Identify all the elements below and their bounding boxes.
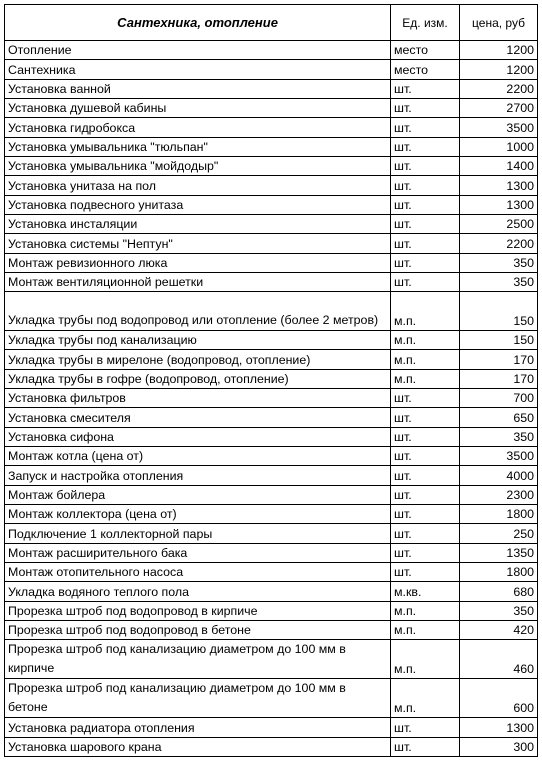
unit-cell: м.п. <box>391 621 460 640</box>
unit-cell: шт. <box>391 195 460 214</box>
unit-cell: шт. <box>391 273 460 292</box>
unit-cell: м.п. <box>391 292 460 331</box>
price-cell: 3500 <box>460 447 538 466</box>
unit-cell: м.п. <box>391 350 460 369</box>
table-row <box>5 563 538 582</box>
price-cell: 2200 <box>460 234 538 253</box>
price-cell: 150 <box>460 292 538 331</box>
table-row <box>5 195 538 214</box>
service-name-cell: Установка умывальника "мойдодыр" <box>5 157 391 176</box>
table-row <box>5 640 538 679</box>
service-name-cell: Прорезка штроб под канализацию диаметром до 100 мм в кирпиче <box>5 640 391 679</box>
service-name-cell: Монтаж коллектора (цена от) <box>5 505 391 524</box>
unit-cell: шт. <box>391 99 460 118</box>
service-name-cell: Установка фильтров <box>5 389 391 408</box>
unit-cell: шт. <box>391 718 460 737</box>
table-title: Сантехника, отопление <box>5 5 391 41</box>
service-name-cell: Установка радиатора отопления <box>5 718 391 737</box>
unit-cell: место <box>391 60 460 79</box>
price-cell: 3500 <box>460 118 538 137</box>
price-cell: 460 <box>460 640 538 679</box>
service-name-cell: Запуск и настройка отопления <box>5 466 391 485</box>
service-name-cell: Установка сифона <box>5 427 391 446</box>
table-row <box>5 369 538 388</box>
unit-cell: шт. <box>391 447 460 466</box>
table-row <box>5 543 538 562</box>
service-name-cell: Установка инсталяции <box>5 215 391 234</box>
service-name-cell: Установка умывальника "тюльпан" <box>5 137 391 156</box>
unit-cell: шт. <box>391 466 460 485</box>
price-cell: 2700 <box>460 99 538 118</box>
service-name-cell: Сантехника <box>5 60 391 79</box>
service-name-cell: Укладка водяного теплого пола <box>5 582 391 601</box>
price-cell: 420 <box>460 621 538 640</box>
service-name-cell: Прорезка штроб под водопровод в кирпиче <box>5 601 391 620</box>
price-cell: 350 <box>460 253 538 272</box>
unit-cell: шт. <box>391 157 460 176</box>
service-name-cell: Установка душевой кабины <box>5 99 391 118</box>
service-name-cell: Монтаж вентиляционной решетки <box>5 273 391 292</box>
table-row <box>5 601 538 620</box>
table-row <box>5 330 538 349</box>
table-row <box>5 408 538 427</box>
unit-cell: шт. <box>391 524 460 543</box>
table-row <box>5 466 538 485</box>
table-row <box>5 485 538 504</box>
unit-cell: шт. <box>391 253 460 272</box>
price-cell: 1300 <box>460 718 538 737</box>
table-row <box>5 215 538 234</box>
price-cell: 1350 <box>460 543 538 562</box>
table-row <box>5 389 538 408</box>
unit-cell: шт. <box>391 408 460 427</box>
unit-cell: шт. <box>391 427 460 446</box>
unit-cell: шт. <box>391 505 460 524</box>
price-cell: 300 <box>460 737 538 756</box>
unit-cell: шт. <box>391 79 460 98</box>
price-cell: 700 <box>460 389 538 408</box>
price-cell: 1000 <box>460 137 538 156</box>
table-row <box>5 137 538 156</box>
table-row <box>5 273 538 292</box>
price-cell: 1800 <box>460 505 538 524</box>
unit-cell: м.кв. <box>391 582 460 601</box>
table-row <box>5 99 538 118</box>
service-name-cell: Монтаж котла (цена от) <box>5 447 391 466</box>
service-name-cell: Установка подвесного унитаза <box>5 195 391 214</box>
table-row <box>5 718 538 737</box>
price-cell: 1200 <box>460 41 538 60</box>
price-cell: 680 <box>460 582 538 601</box>
price-cell: 150 <box>460 330 538 349</box>
table-row <box>5 79 538 98</box>
unit-cell: шт. <box>391 563 460 582</box>
service-name-cell: Установка шарового крана <box>5 737 391 756</box>
service-name-cell: Установка системы "Нептун" <box>5 234 391 253</box>
table-row <box>5 253 538 272</box>
unit-cell: м.п. <box>391 601 460 620</box>
unit-cell: шт. <box>391 215 460 234</box>
price-cell: 170 <box>460 369 538 388</box>
table-row <box>5 176 538 195</box>
service-name-cell: Установка унитаза на пол <box>5 176 391 195</box>
unit-cell: м.п. <box>391 640 460 679</box>
unit-cell: м.п. <box>391 369 460 388</box>
table-row <box>5 679 538 718</box>
price-cell: 1300 <box>460 195 538 214</box>
price-cell: 1800 <box>460 563 538 582</box>
unit-cell: шт. <box>391 118 460 137</box>
price-sheet <box>4 4 537 757</box>
unit-cell: м.п. <box>391 330 460 349</box>
unit-cell: шт. <box>391 543 460 562</box>
table-row <box>5 118 538 137</box>
table-row <box>5 41 538 60</box>
unit-cell: шт. <box>391 737 460 756</box>
service-name-cell: Установка смесителя <box>5 408 391 427</box>
unit-cell: место <box>391 41 460 60</box>
table-row <box>5 350 538 369</box>
price-cell: 2500 <box>460 215 538 234</box>
price-cell: 350 <box>460 427 538 446</box>
service-name-cell: Укладка трубы под водопровод или отопление (более 2 метров) <box>5 292 391 331</box>
table-row <box>5 524 538 543</box>
price-cell: 2300 <box>460 485 538 504</box>
table-row <box>5 234 538 253</box>
unit-cell: шт. <box>391 176 460 195</box>
unit-cell: шт. <box>391 137 460 156</box>
service-name-cell: Подключение 1 коллекторной пары <box>5 524 391 543</box>
price-rows <box>5 41 538 757</box>
price-cell: 1200 <box>460 60 538 79</box>
unit-cell: шт. <box>391 389 460 408</box>
service-name-cell: Укладка трубы в мирелоне (водопровод, отопление) <box>5 350 391 369</box>
unit-cell: шт. <box>391 485 460 504</box>
service-name-cell: Прорезка штроб под водопровод в бетоне <box>5 621 391 640</box>
service-name-cell: Монтаж отопительного насоса <box>5 563 391 582</box>
table-row <box>5 621 538 640</box>
table-row <box>5 60 538 79</box>
price-cell: 170 <box>460 350 538 369</box>
table-row <box>5 737 538 756</box>
price-cell: 4000 <box>460 466 538 485</box>
table-row <box>5 157 538 176</box>
price-cell: 1300 <box>460 176 538 195</box>
table-row <box>5 447 538 466</box>
service-name-cell: Установка гидробокса <box>5 118 391 137</box>
table-row <box>5 582 538 601</box>
price-cell: 350 <box>460 601 538 620</box>
price-cell: 1400 <box>460 157 538 176</box>
price-cell: 250 <box>460 524 538 543</box>
service-name-cell: Укладка трубы в гофре (водопровод, отопление) <box>5 369 391 388</box>
price-column-header: цена, руб <box>460 5 538 41</box>
unit-column-header: Ед. изм. <box>391 5 460 41</box>
header-row <box>5 5 538 41</box>
table-row <box>5 505 538 524</box>
unit-cell: м.п. <box>391 679 460 718</box>
unit-cell: шт. <box>391 234 460 253</box>
price-cell: 600 <box>460 679 538 718</box>
service-name-cell: Монтаж ревизионного люка <box>5 253 391 272</box>
table-row <box>5 292 538 331</box>
service-name-cell: Монтаж бойлера <box>5 485 391 504</box>
service-name-cell: Прорезка штроб под канализацию диаметром до 100 мм в бетоне <box>5 679 391 718</box>
price-cell: 350 <box>460 273 538 292</box>
service-name-cell: Укладка трубы под канализацию <box>5 330 391 349</box>
service-name-cell: Установка ванной <box>5 79 391 98</box>
service-name-cell: Монтаж расширительного бака <box>5 543 391 562</box>
price-table <box>4 4 538 757</box>
price-cell: 650 <box>460 408 538 427</box>
table-row <box>5 427 538 446</box>
price-cell: 2200 <box>460 79 538 98</box>
service-name-cell: Отопление <box>5 41 391 60</box>
